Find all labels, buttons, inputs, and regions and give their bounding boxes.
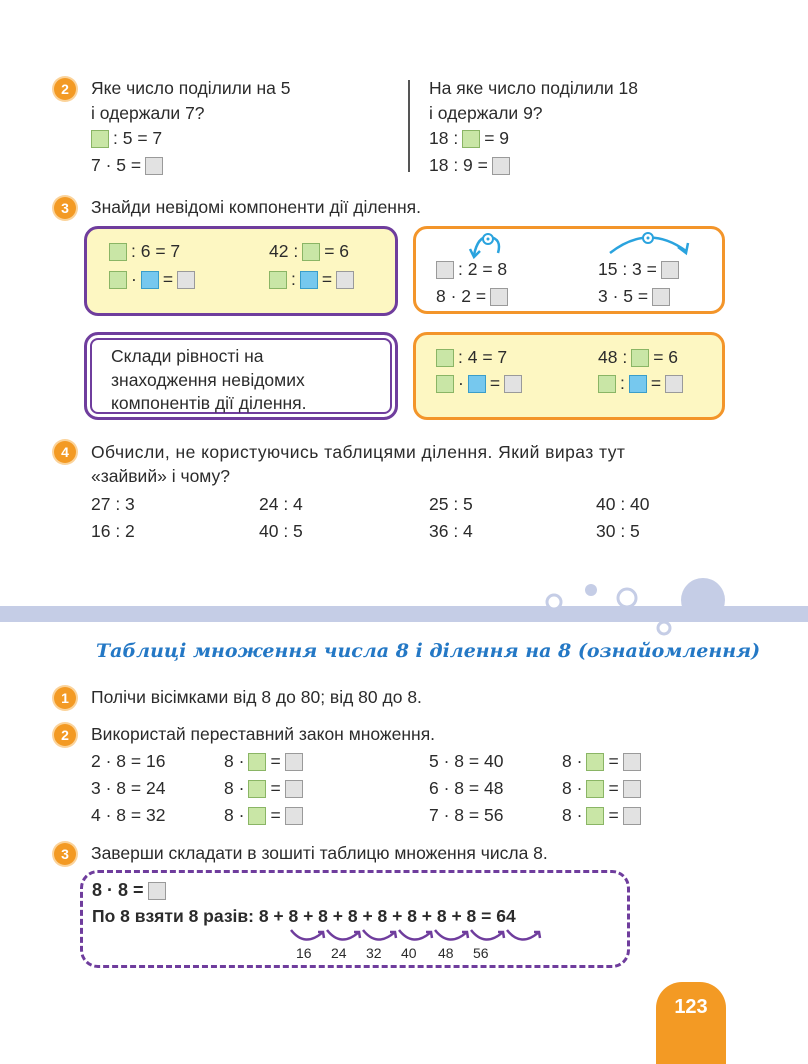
blank-square <box>336 271 354 289</box>
task-number-badge: 4 <box>54 441 76 463</box>
operator: = <box>650 373 662 393</box>
blank-square <box>623 753 641 771</box>
blank-square <box>492 157 510 175</box>
operator: 8 · <box>562 751 583 771</box>
partial-sum: 40 <box>401 945 417 961</box>
operator: 8 · <box>224 778 245 798</box>
equation: 2 · 8 = 16 <box>91 751 166 771</box>
blank-square <box>436 349 454 367</box>
operator: = <box>162 269 174 289</box>
equation-text: 3 · 5 = <box>598 286 649 306</box>
blank-equation <box>224 778 303 799</box>
task-text: і одержали 9? <box>429 103 543 123</box>
blank-square <box>490 288 508 306</box>
equation <box>598 347 678 368</box>
instruction-text: компонентів дії ділення. <box>111 393 307 413</box>
blank-square <box>302 243 320 261</box>
equation: 3 · 8 = 24 <box>91 778 166 798</box>
blank-square <box>504 375 522 393</box>
blank-square <box>248 807 266 825</box>
operator: 8 · <box>562 805 583 825</box>
expression: 40 : 5 <box>259 521 303 541</box>
operator: · <box>131 269 137 289</box>
blank-square <box>623 807 641 825</box>
blank-square <box>145 157 163 175</box>
operator: = <box>608 751 619 771</box>
task-text: і одержали 7? <box>91 103 205 123</box>
equation-text: 8 · 8 = <box>92 880 144 900</box>
equation-text: = 6 <box>653 347 679 367</box>
expression: 16 : 2 <box>91 521 135 541</box>
operator: 8 · <box>562 778 583 798</box>
operator: = <box>270 778 281 798</box>
page-number: 123 <box>656 982 726 1064</box>
partial-sum: 56 <box>473 945 489 961</box>
blank-square <box>462 130 480 148</box>
operator: = <box>270 805 281 825</box>
equation-text: : 6 = 7 <box>131 241 181 261</box>
instruction-text: Склади рівності на <box>111 346 264 366</box>
equation <box>92 880 166 901</box>
blank-square <box>285 753 303 771</box>
equation <box>429 128 509 149</box>
operator: 8 · <box>224 751 245 771</box>
bubbles-decoration <box>530 570 808 636</box>
blank-square <box>285 780 303 798</box>
expression: 40 : 40 <box>596 494 650 514</box>
blank-square <box>109 271 127 289</box>
task-text: «зайвий» і чому? <box>91 466 231 486</box>
blank-square <box>300 271 318 289</box>
equation <box>269 241 349 262</box>
instruction-box <box>84 332 398 420</box>
blank-square <box>468 375 486 393</box>
exercise-box-orange-yellow <box>413 332 725 420</box>
operator: : <box>291 269 296 289</box>
equation-text: = 6 <box>324 241 350 261</box>
partial-sum: 48 <box>438 945 454 961</box>
blank-equation <box>562 805 641 826</box>
task-number-badge: 3 <box>54 843 76 865</box>
instruction-text: знаходження невідомих <box>111 370 305 390</box>
task-text: Обчисли, не користуючись таблицями ділення. Який вираз тут <box>91 442 626 462</box>
equation-text: : 4 = 7 <box>458 347 508 367</box>
equation <box>109 241 180 262</box>
equation: 7 · 8 = 56 <box>429 805 504 825</box>
equation: 4 · 8 = 32 <box>91 805 166 825</box>
blank-square <box>586 807 604 825</box>
task-text: Знайди невідомі компоненти дії ділення. <box>91 197 421 217</box>
equation-text: 8 · 2 = <box>436 286 487 306</box>
blank-square <box>285 807 303 825</box>
expression: 25 : 5 <box>429 494 473 514</box>
operator: = <box>489 373 501 393</box>
equation <box>598 286 670 307</box>
task-text: Полічи вісімками від 8 до 80; від 80 до 8. <box>91 687 422 707</box>
blank-equation <box>562 751 641 772</box>
equation-text: 42 : <box>269 241 299 261</box>
operator: = <box>608 778 619 798</box>
operator: = <box>608 805 619 825</box>
exercise-box-orange <box>413 226 725 314</box>
column-divider <box>408 80 410 172</box>
task-number-badge: 1 <box>54 687 76 709</box>
equation-text: : 2 = 8 <box>458 259 508 279</box>
equation <box>269 269 354 290</box>
equation-text: 18 : 9 = <box>429 155 488 175</box>
expression: 27 : 3 <box>91 494 135 514</box>
operator: = <box>270 751 281 771</box>
blank-square <box>586 780 604 798</box>
equation <box>91 128 162 149</box>
expression: 30 : 5 <box>596 521 640 541</box>
operator: 8 · <box>224 805 245 825</box>
blank-square <box>248 753 266 771</box>
equation-text: : 5 = 7 <box>113 128 163 148</box>
arrow-arc-icon <box>604 229 694 257</box>
partial-sum: 24 <box>331 945 347 961</box>
operator: = <box>321 269 333 289</box>
equation <box>436 373 522 394</box>
task-text: Використай переставний закон множення. <box>91 724 436 744</box>
blank-square <box>436 375 454 393</box>
task-number-badge: 2 <box>54 78 76 100</box>
task-number-badge: 2 <box>54 724 76 746</box>
expression: 36 : 4 <box>429 521 473 541</box>
equation <box>436 259 507 280</box>
expression: 24 : 4 <box>259 494 303 514</box>
operator: : <box>620 373 625 393</box>
exercise-box-purple-yellow <box>84 226 398 316</box>
equation-text: 48 : <box>598 347 628 367</box>
blank-square <box>436 261 454 279</box>
task-text: Яке число поділили на 5 <box>91 78 291 98</box>
blank-square <box>631 349 649 367</box>
blank-equation <box>224 805 303 826</box>
blank-square <box>586 753 604 771</box>
task-text: На яке число поділили 18 <box>429 78 639 98</box>
blank-square <box>598 375 616 393</box>
arrow-loop-icon <box>468 231 508 259</box>
equation-text: 15 : 3 = <box>598 259 657 279</box>
blank-square <box>248 780 266 798</box>
task-number-badge: 3 <box>54 197 76 219</box>
blank-equation <box>224 751 303 772</box>
equation <box>598 373 683 394</box>
equation <box>109 269 195 290</box>
blank-square <box>665 375 683 393</box>
equation-text: 7 · 5 = <box>91 155 142 175</box>
blank-square <box>623 780 641 798</box>
repeated-addition: По 8 взяти 8 разів: 8 + 8 + 8 + 8 + 8 + 8 + 8 + 8 = 64 <box>92 906 516 926</box>
equation <box>429 155 510 176</box>
blank-square <box>661 261 679 279</box>
partial-sum: 16 <box>296 945 312 961</box>
equation <box>436 286 508 307</box>
task-text: Заверши складати в зошиті таблицю множення числа 8. <box>91 843 548 863</box>
blank-square <box>91 130 109 148</box>
partial-sum: 32 <box>366 945 382 961</box>
blank-square <box>629 375 647 393</box>
blank-square <box>141 271 159 289</box>
section-title: Таблиці множення числа 8 і ділення на 8 (ознайомлення) <box>96 640 761 662</box>
equation-text: 18 : <box>429 128 459 148</box>
operator: · <box>458 373 464 393</box>
equation-text: = 9 <box>484 128 510 148</box>
blank-square <box>109 243 127 261</box>
equation <box>436 347 507 368</box>
blank-square <box>652 288 670 306</box>
blank-equation <box>562 778 641 799</box>
blank-square <box>269 271 287 289</box>
equation: 6 · 8 = 48 <box>429 778 504 798</box>
equation <box>598 259 679 280</box>
blank-square <box>177 271 195 289</box>
equation: 5 · 8 = 40 <box>429 751 504 771</box>
equation <box>91 155 163 176</box>
blank-square <box>148 882 166 900</box>
